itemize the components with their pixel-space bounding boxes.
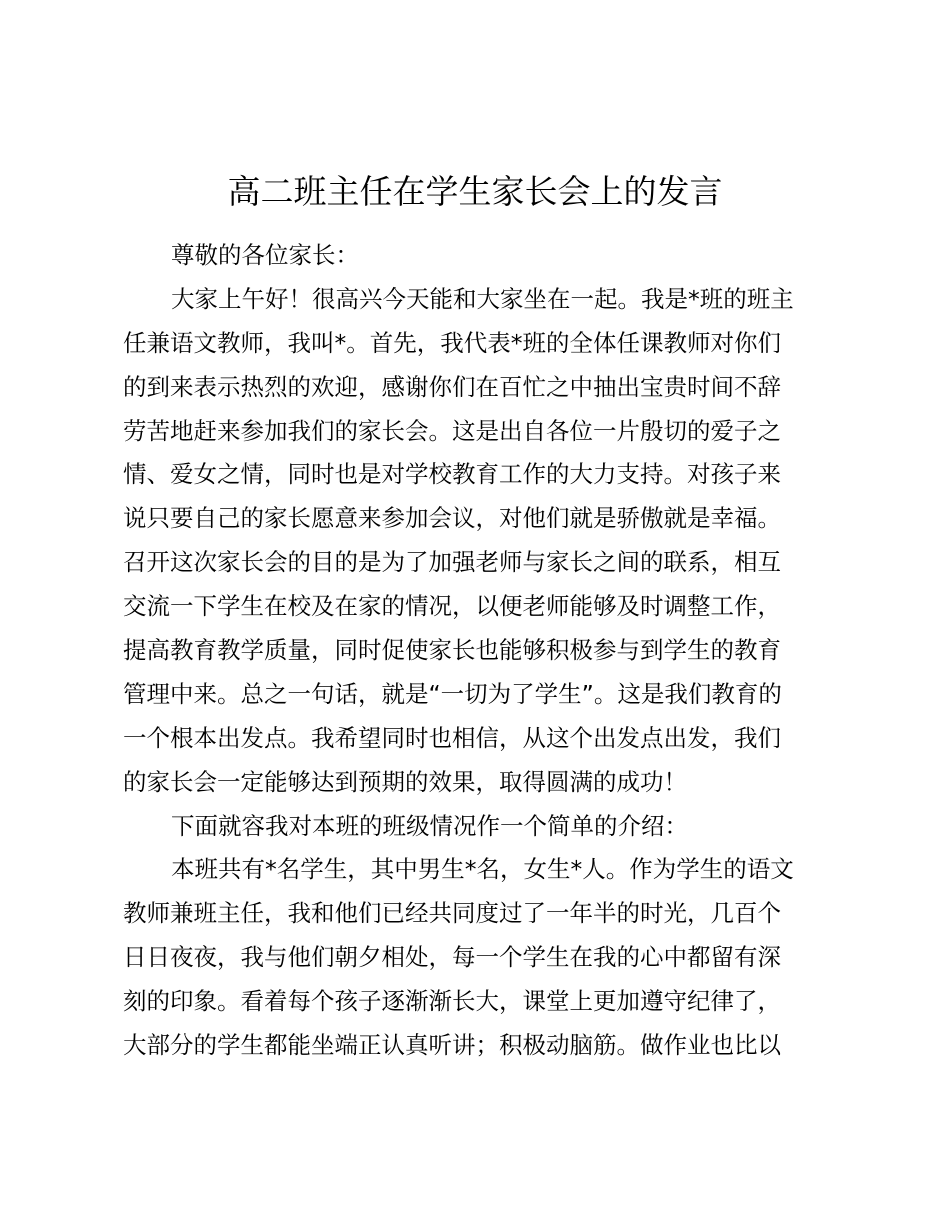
text-line: 交流一下学生在校及在家的情况，以便老师能够及时调整工作， xyxy=(123,592,781,621)
text-line: 管理中来。总之一句话，就是“一切为了学生”。这是我们教育的 xyxy=(123,679,782,708)
text-line: 任兼语文教师，我叫*。首先，我代表*班的全体任课教师对你们 xyxy=(123,328,781,357)
text-line: 的到来表示热烈的欢迎，感谢你们在百忙之中抽出宝贵时间不辞 xyxy=(123,372,781,401)
text-line: 说只要自己的家长愿意来参加会议，对他们就是骄傲就是幸福。 xyxy=(123,504,781,533)
text-line: 大家上午好！很高兴今天能和大家坐在一起。我是*班的班主 xyxy=(171,284,794,313)
text-line: 日日夜夜，我与他们朝夕相处，每一个学生在我的心中都留有深 xyxy=(123,943,781,972)
text-line: 劳苦地赶来参加我们的家长会。这是出自各位一片殷切的爱子之 xyxy=(123,416,781,445)
document-title: 高二班主任在学生家长会上的发言 xyxy=(227,172,723,211)
text-line: 教师兼班主任，我和他们已经共同度过了一年半的时光，几百个 xyxy=(123,899,781,928)
text-line: 尊敬的各位家长： xyxy=(171,241,359,269)
text-line: 下面就容我对本班的班级情况作一个简单的介绍： xyxy=(171,811,688,840)
text-line: 大部分的学生都能坐端正认真听讲；积极动脑筋。做作业也比以 xyxy=(123,1031,781,1060)
document-body xyxy=(123,234,833,1068)
text-line: 提高教育教学质量，同时促使家长也能够积极参与到学生的教育 xyxy=(123,636,781,665)
text-line: 本班共有*名学生，其中男生*名，女生*人。作为学生的语文 xyxy=(171,855,794,884)
text-line: 的家长会一定能够达到预期的效果，取得圆满的成功！ xyxy=(123,767,687,796)
text-line: 刻的印象。看着每个孩子逐渐渐长大，课堂上更加遵守纪律了， xyxy=(123,987,781,1016)
text-line: 情、爱女之情，同时也是对学校教育工作的大力支持。对孩子来 xyxy=(123,460,781,489)
text-line: 一个根本出发点。我希望同时也相信，从这个出发点出发，我们 xyxy=(123,723,781,752)
text-line: 召开这次家长会的目的是为了加强老师与家长之间的联系，相互 xyxy=(123,548,781,577)
